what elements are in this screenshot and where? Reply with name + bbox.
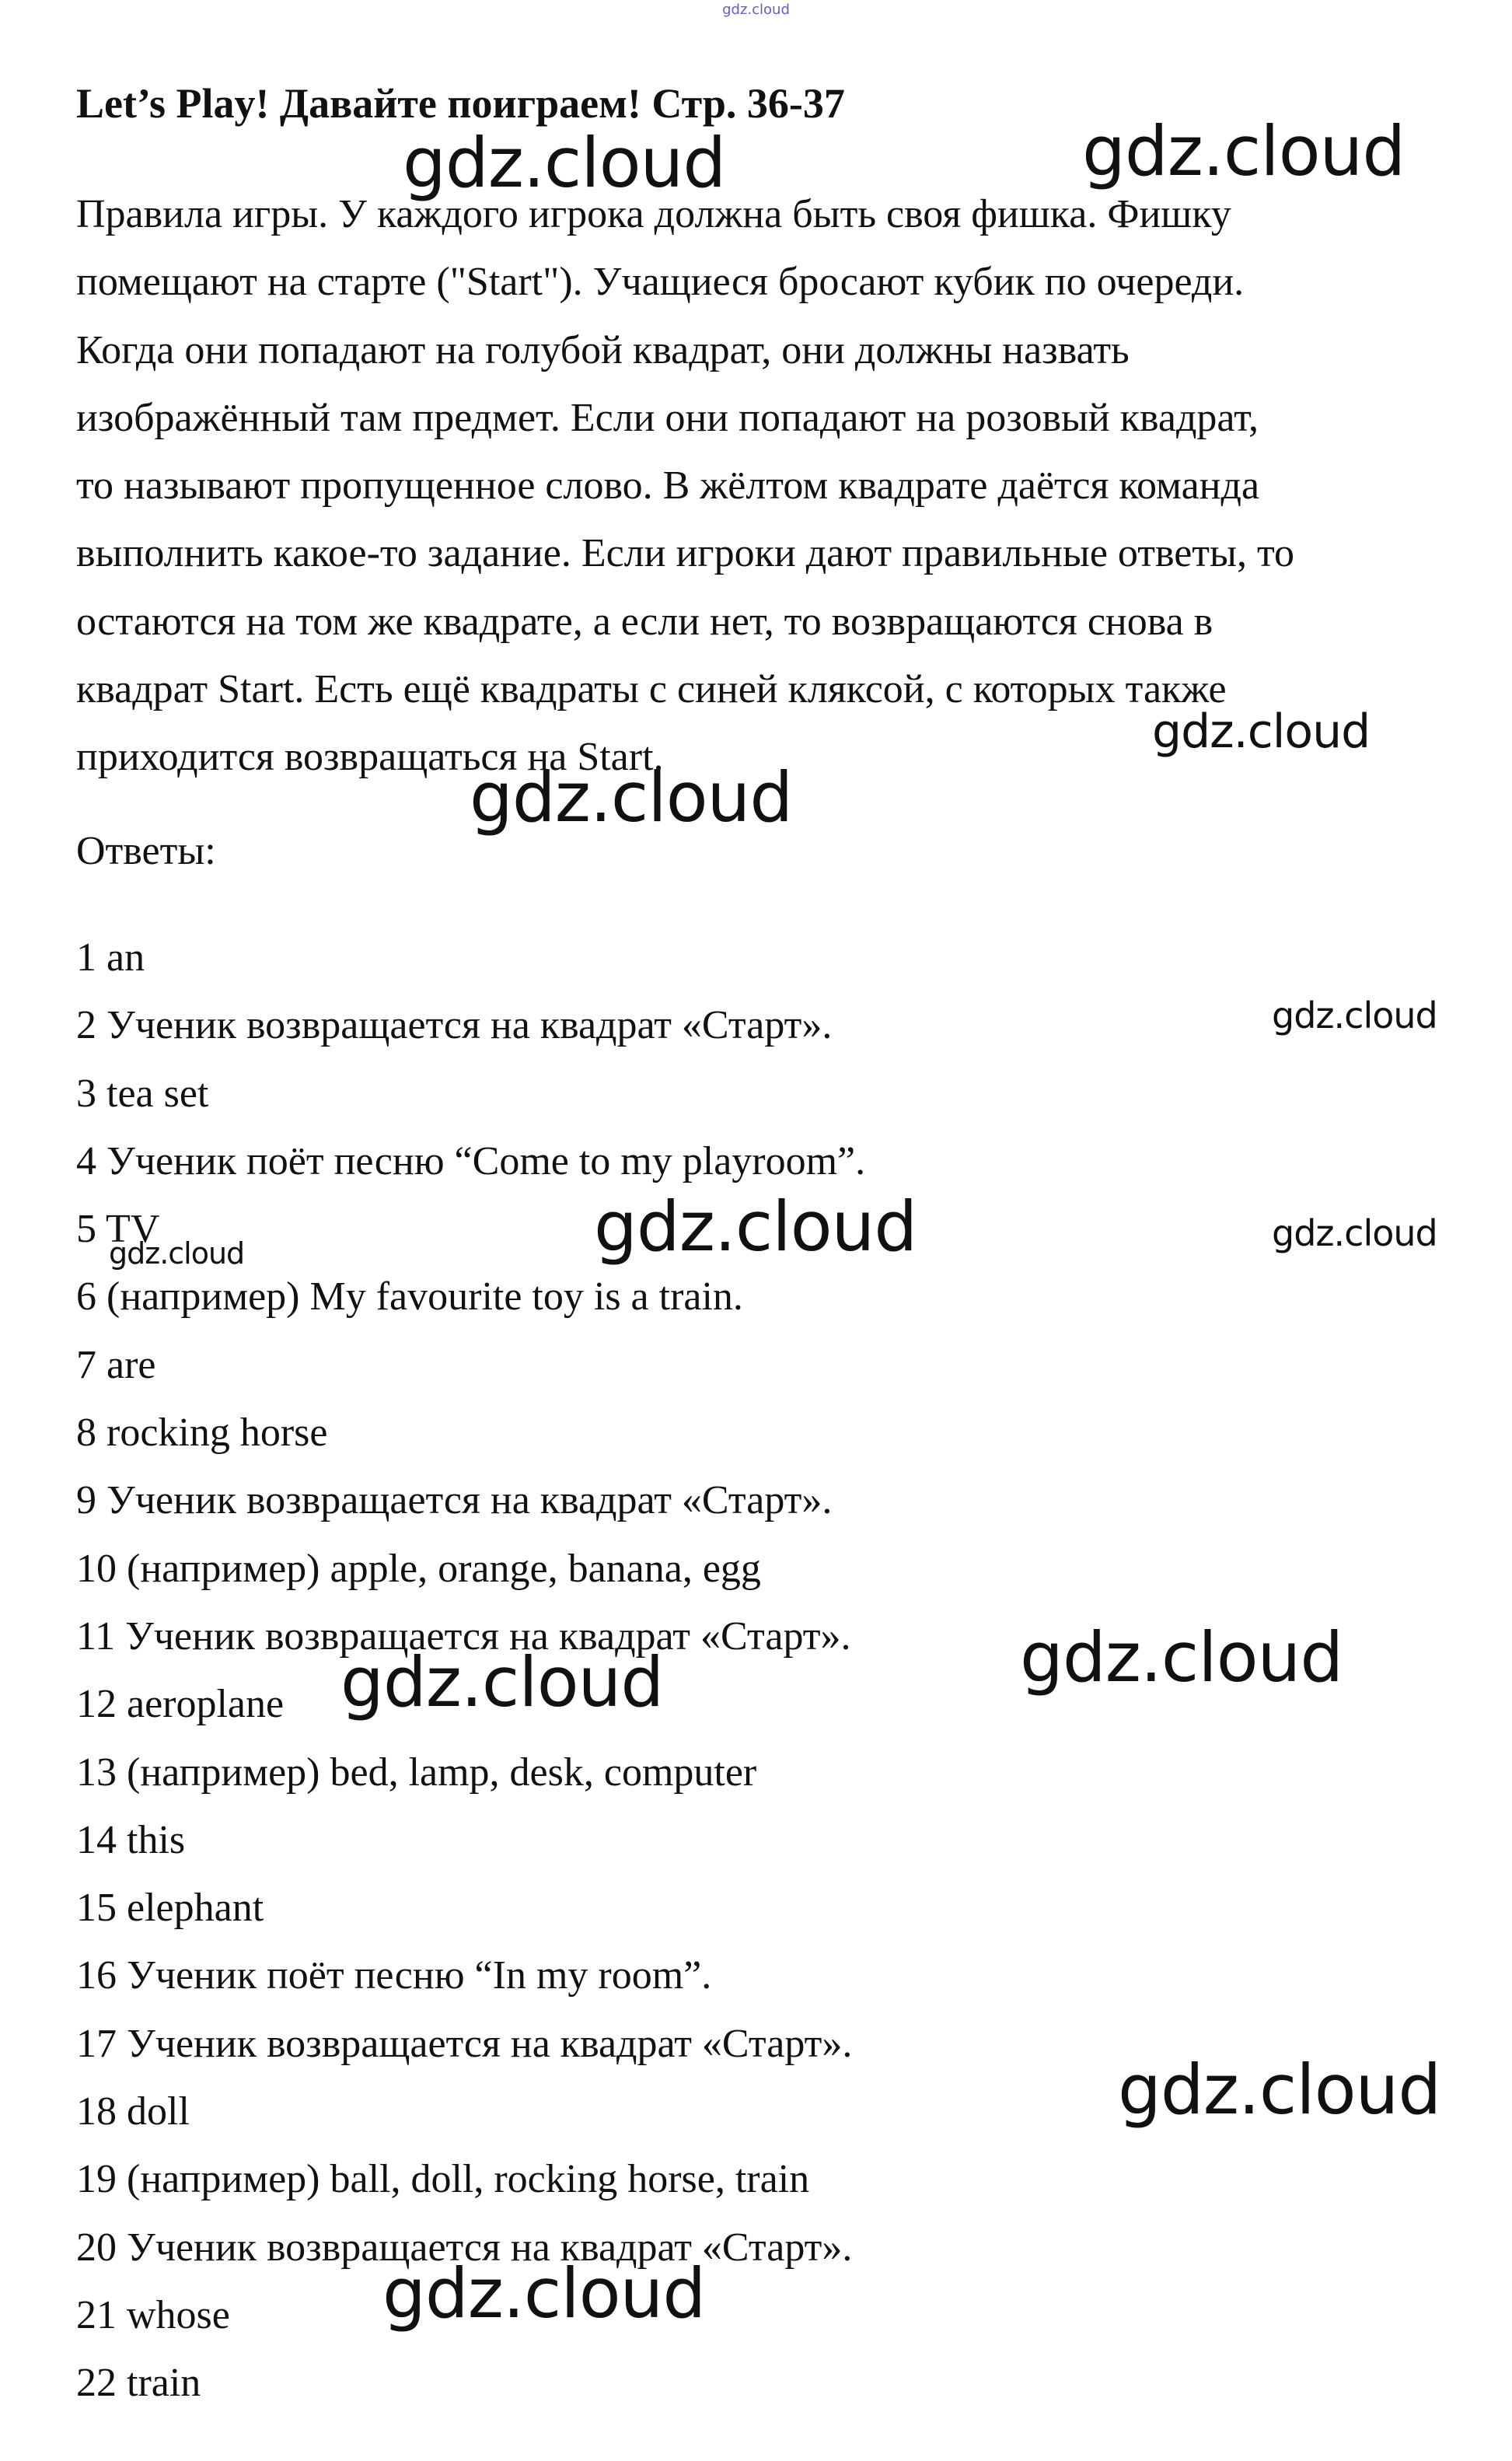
answer-item: 1 an xyxy=(76,935,145,980)
watermark: gdz.cloud xyxy=(1152,704,1371,759)
watermark: gdz.cloud xyxy=(340,1642,664,1722)
answer-item: 14 this xyxy=(76,1817,186,1862)
page-title: Let’s Play! Давайте поиграем! Стр. 36-37 xyxy=(76,80,845,127)
answer-item: 19 (например) ball, doll, rocking horse, train xyxy=(76,2157,810,2202)
answer-item: 16 Ученик поёт песню “In my room”. xyxy=(76,1953,712,1998)
answer-item: 13 (например) bed, lamp, desk, computer xyxy=(76,1750,757,1795)
answer-item: 11 Ученик возвращается на квадрат «Старт». xyxy=(76,1613,851,1659)
answer-item: 5 TV xyxy=(76,1207,160,1252)
answer-item: 22 train xyxy=(76,2361,201,2406)
rules-line: Правила игры. У каждого игрока должна быть своя фишка. Фишку xyxy=(76,192,1231,236)
rules-line: помещают на старте ("Start"). Учащиеся бросают кубик по очереди. xyxy=(76,260,1245,305)
answer-item: 6 (например) My favourite toy is a train. xyxy=(76,1274,743,1320)
answer-item: 8 rocking horse xyxy=(76,1411,328,1456)
rules-line: то называют пропущенное слово. В жёлтом квадрате даётся команда xyxy=(76,463,1260,509)
answer-item: 15 elephant xyxy=(76,1886,264,1931)
top-watermark: gdz.cloud xyxy=(722,2,790,18)
watermark: gdz.cloud xyxy=(1082,111,1405,191)
answer-item: 7 are xyxy=(76,1342,156,1387)
answer-item: 4 Ученик поёт песню “Come to my playroom”. xyxy=(76,1138,866,1183)
rules-line: выполнить какое-то задание. Если игроки дают правильные ответы, то xyxy=(76,531,1294,576)
watermark: gdz.cloud xyxy=(109,1236,245,1271)
rules-line: изображённый там предмет. Если они попадают на розовый квадрат, xyxy=(76,395,1259,440)
watermark: gdz.cloud xyxy=(594,1187,917,1267)
watermark: gdz.cloud xyxy=(1020,1617,1343,1697)
rules-line: Когда они попадают на голубой квадрат, они должны назвать xyxy=(76,327,1130,372)
answer-item: 9 Ученик возвращается на квадрат «Старт». xyxy=(76,1478,833,1523)
answer-item: 10 (например) apple, orange, banana, egg xyxy=(76,1546,761,1591)
answer-item: 2 Ученик возвращается на квадрат «Старт». xyxy=(76,1003,833,1048)
game-rules-paragraph xyxy=(76,180,1460,792)
answer-item: 3 tea set xyxy=(76,1071,209,1116)
watermark: gdz.cloud xyxy=(1118,2050,1441,2130)
rules-line: остаются на том же квадрате, а если нет, то возвращаются снова в xyxy=(76,599,1213,644)
answer-item: 20 Ученик возвращается на квадрат «Старт». xyxy=(76,2225,853,2270)
answer-item: 21 whose xyxy=(76,2292,230,2337)
watermark: gdz.cloud xyxy=(382,2253,706,2333)
answer-item: 18 doll xyxy=(76,2089,190,2134)
watermark: gdz.cloud xyxy=(1272,995,1437,1036)
rules-line: приходится возвращаться на Start. xyxy=(76,735,664,780)
answer-item: 12 aeroplane xyxy=(76,1682,285,1727)
watermark: gdz.cloud xyxy=(470,757,793,837)
rules-line: квадрат Start. Есть ещё квадраты с синей кляксой, с которых также xyxy=(76,667,1227,712)
answers-heading: Ответы: xyxy=(76,829,216,873)
watermark: gdz.cloud xyxy=(1272,1212,1437,1254)
answer-item: 17 Ученик возвращается на квадрат «Старт». xyxy=(76,2021,853,2066)
watermark: gdz.cloud xyxy=(403,123,726,203)
